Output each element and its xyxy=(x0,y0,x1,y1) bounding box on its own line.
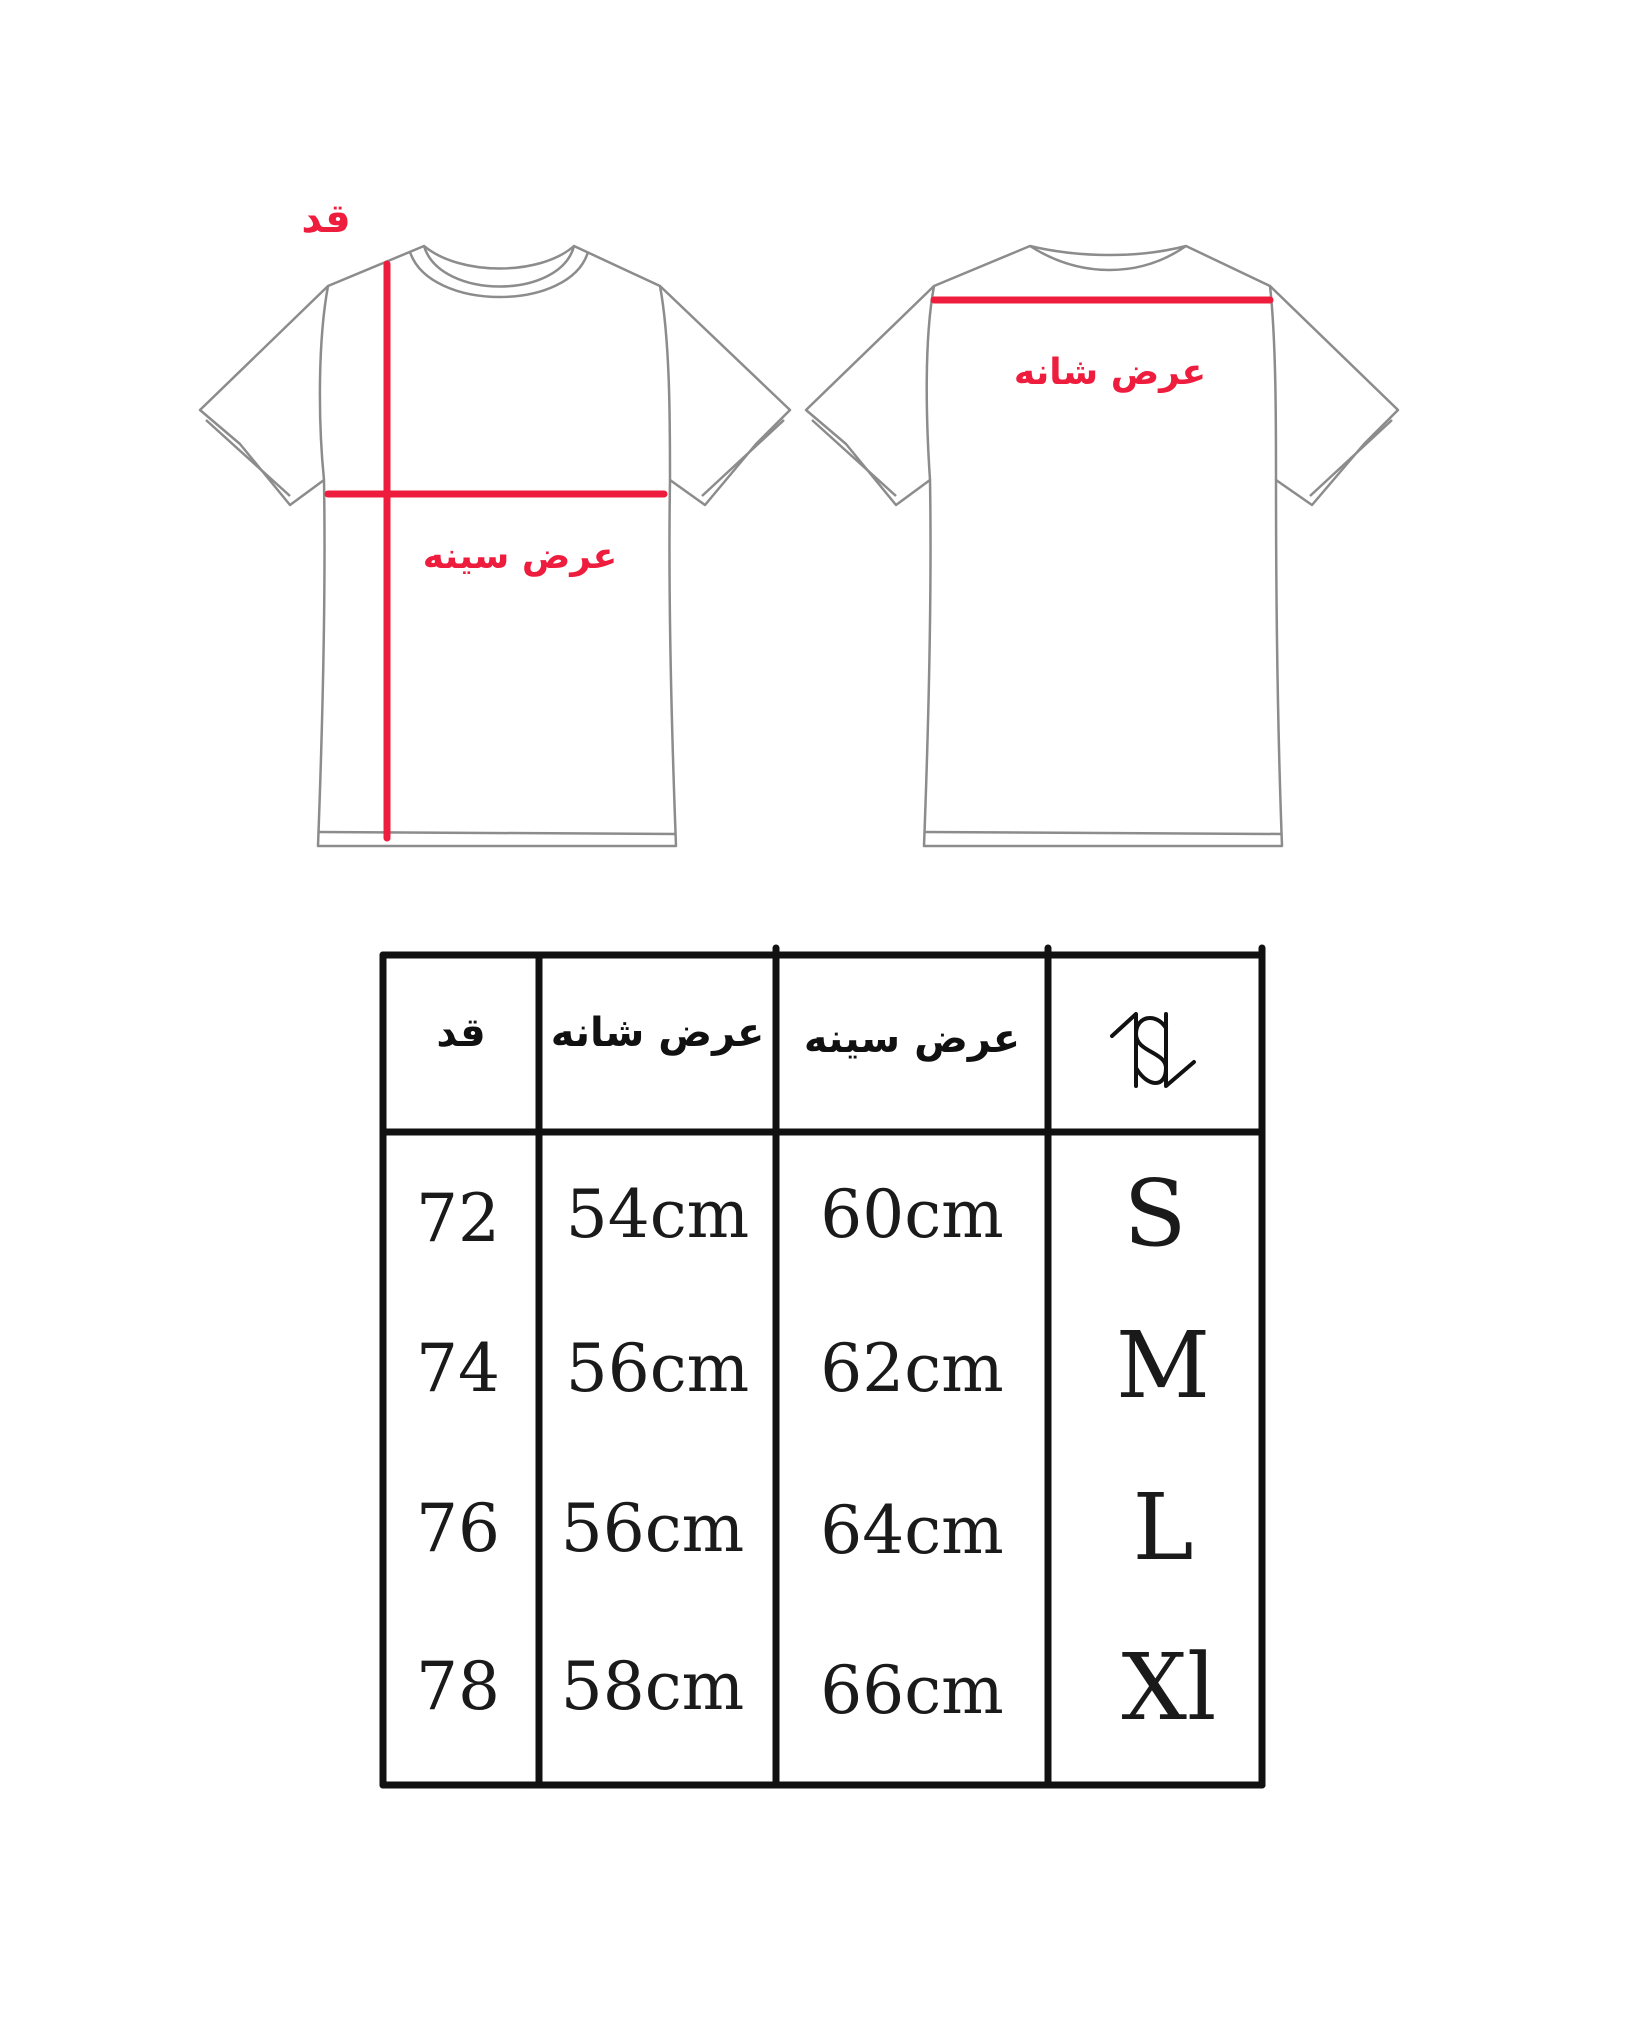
cell-size: Xl xyxy=(1121,1634,1217,1741)
cell-length: 78 xyxy=(416,1648,500,1725)
cell-shoulder: 54cm xyxy=(565,1176,750,1253)
cell-chest: 60cm xyxy=(820,1176,1004,1253)
cell-chest: 62cm xyxy=(820,1330,1004,1407)
cell-length: 74 xyxy=(416,1330,500,1407)
cell-shoulder: 56cm xyxy=(560,1490,745,1567)
shoulder-width-label: عرض شانه xyxy=(1013,352,1207,393)
cell-shoulder: 56cm xyxy=(565,1330,750,1407)
header-length: قد xyxy=(436,1010,486,1056)
chest-width-label: عرض سینه xyxy=(422,536,618,577)
ns-monogram-icon xyxy=(1108,1008,1198,1092)
cell-length: 72 xyxy=(416,1180,500,1257)
header-chest-width: عرض سینه xyxy=(803,1016,1021,1062)
header-shoulder-width: عرض شانه xyxy=(550,1010,765,1056)
cell-shoulder: 58cm xyxy=(560,1648,745,1725)
cell-size: M xyxy=(1115,1312,1211,1419)
cell-length: 76 xyxy=(416,1490,500,1567)
length-label: قد xyxy=(301,196,351,242)
cell-size: L xyxy=(1132,1474,1194,1581)
cell-chest: 64cm xyxy=(820,1492,1004,1569)
cell-size: S xyxy=(1123,1160,1187,1267)
cell-chest: 66cm xyxy=(820,1652,1004,1729)
